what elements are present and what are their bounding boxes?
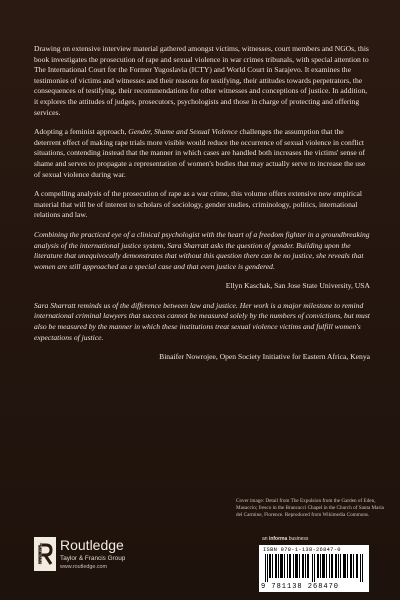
isbn-barcode [259, 545, 369, 592]
informa-business-mark: an informa business [262, 536, 309, 542]
book-title: Gender, Shame and Sexual Violence [128, 127, 238, 137]
endorsement-attribution-1: Ellyn Kaschak, San Jose State University, USA [225, 281, 370, 291]
cover-image-credit: Cover image: Detail from The Expulsion from the Garden of Eden, Masaccio; fresco in the Brancacci Chapel in the Church of Santa Maria del Carmine, Florence. Reproduced from Wikimedia Commons. [236, 498, 384, 518]
endorsement-quote-2: Sara Sharratt reminds us of the difference between law and justice. Her work is a major milestone to remind international criminal lawyers that success cannot be measured solely by the numbers of convictions, but must also be measured by the manner in which these institutions treat sexual violence victims and fulfill women's expectations of justice. [34, 300, 370, 342]
blurb [34, 44, 370, 372]
endorsement-quote-1: Combining the practiced eye of a clinical psychologist with the heart of a freedom fighter in a groundbreaking analysis of the international justice system, Sara Sharratt asks the question of gender. Building upon the literature that unequivocally demonstrates that without this question there can be no justice, she reveals that women are still approached as a special case and that even justice is gendered. [34, 229, 370, 271]
publisher-url: www.routledge.com [60, 564, 108, 570]
description-paragraph-2: Adopting a feminist approach, Gender, Shame and Sexual Violence challenges the assumption that the deterrent effect of making rape trials more visible would reduce the occurrence of sexual violence in conflict situations, contending instead that the manner in which cases are handled both increases the victims' sense of shame and serves to propagate a representation of women's bodies that may actually serve to increase the use of sexual violence during war. [34, 127, 366, 179]
description-paragraph-1: Drawing on extensive interview material gathered amongst victims, witnesses, court members and NGOs, this book investigates the prosecution of rape and sexual violence in war crimes tribunals, with special attention to The International Court for the Former Yugoslavia (ICTY) and World Court in Sarajevo. It examines the testimonies of victims and witnesses and their reasons for testifying, their attitudes towards perpetrators, the consequences of testifying, their recommendations for other witnesses and conceptions of justice. In addition, it explores the attitudes of judges, prosecutors, psychologists and those in charge of protecting and offering services. [34, 44, 369, 117]
description-paragraph-3: A compelling analysis of the prosecution of rape as a war crime, this volume offers extensive new empirical material that will be of interest to scholars of sociology, gender studies, criminology, politics, international relations and law. [34, 189, 362, 220]
barcode-bars [265, 554, 363, 582]
publisher-name: Routledge [60, 537, 124, 553]
vertical-publisher-text: ROUTLEDGE [37, 541, 43, 566]
barcode-digits: 9 781138 268470 [261, 583, 340, 591]
isbn-label: ISBN 978-1-138-26847-0 [263, 547, 341, 553]
endorsement-attribution-2: Binaifer Nowrojee, Open Society Initiative for Eastern Africa, Kenya [159, 352, 370, 362]
publisher-group: Taylor & Francis Group [60, 555, 126, 562]
